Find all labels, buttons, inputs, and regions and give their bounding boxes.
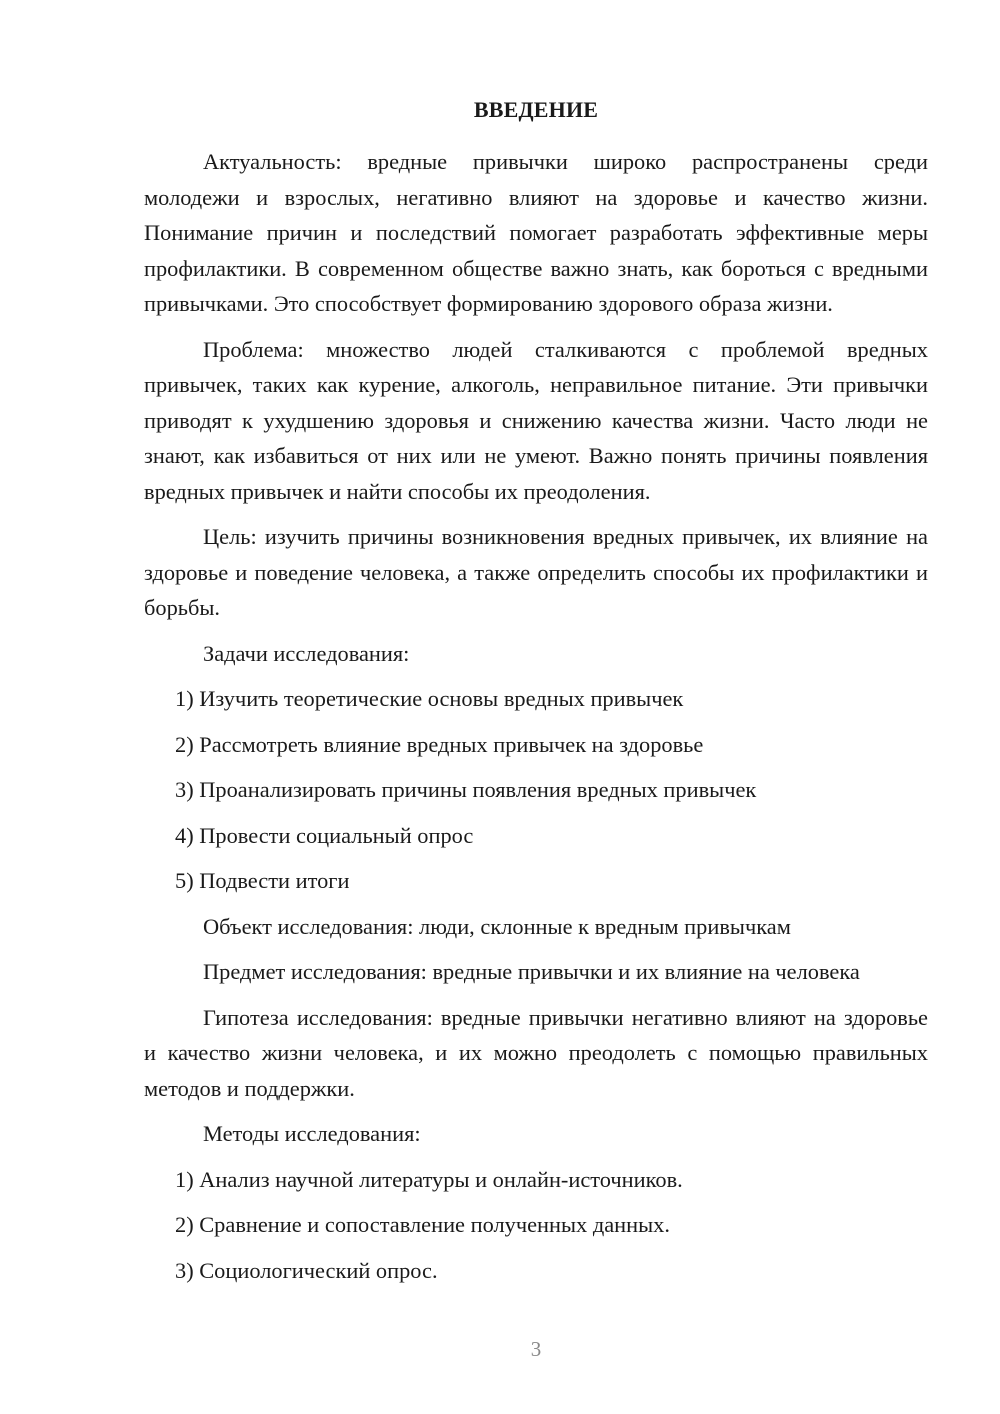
list-item: 4) Провести социальный опрос <box>175 822 474 848</box>
relevance-paragraph: Актуальность: вредные привычки широко распространены среди молодежи и взрослых, негативно влияют на здоровье и качество жизни. Понимание причин и последствий помогает разработать эффективные меры профилактики. В современном обществе важно знать, как бороться с вредными привычками. Это способствует формированию здорового образа жизни. <box>144 149 928 316</box>
list-item: 5) Подвести итоги <box>175 868 350 893</box>
tasks-list <box>144 681 928 899</box>
tasks-heading: Задачи исследования: <box>203 640 410 666</box>
list-item: 2) Рассмотреть влияние вредных привычек на здоровье <box>175 731 704 757</box>
list-item: 3) Проанализировать причины появления вредных привычек <box>175 777 757 802</box>
object-paragraph: Объект исследования: люди, склонные к вредным привычкам <box>203 913 791 939</box>
list-item: 1) Анализ научной литературы и онлайн-источников. <box>175 1166 683 1192</box>
hypothesis-paragraph: Гипотеза исследования: вредные привычки негативно влияют на здоровье и качество жизни человека, и их можно преодолеть с помощью правильных методов и поддержки. <box>144 1004 928 1101</box>
methods-list <box>144 1162 928 1289</box>
list-item: 1) Изучить теоретические основы вредных привычек <box>175 686 684 711</box>
page-title: ВВЕДЕНИЕ <box>473 97 599 122</box>
goal-paragraph: Цель: изучить причины возникновения вредных привычек, их влияние на здоровье и поведение человека, а также определить способы их профилактики и борьбы. <box>144 524 928 620</box>
document-body <box>144 144 928 1298</box>
title-container <box>144 94 928 126</box>
page-number: 3 <box>530 1337 542 1361</box>
list-item: 2) Сравнение и сопоставление полученных данных. <box>175 1212 670 1237</box>
problem-paragraph: Проблема: множество людей сталкиваются с проблемой вредных привычек, таких как курение, алкоголь, неправильное питание. Эти привычки приводят к ухудшению здоровья и снижению качества жизни. Часто люди не знают, как избавиться от них или не умеют. Важно понять причины появления вредных привычек и найти способы их преодоления. <box>144 336 928 504</box>
methods-heading: Методы исследования: <box>203 1121 421 1146</box>
subject-paragraph: Предмет исследования: вредные привычки и их влияние на человека <box>203 959 860 984</box>
list-item: 3) Социологический опрос. <box>175 1257 438 1283</box>
